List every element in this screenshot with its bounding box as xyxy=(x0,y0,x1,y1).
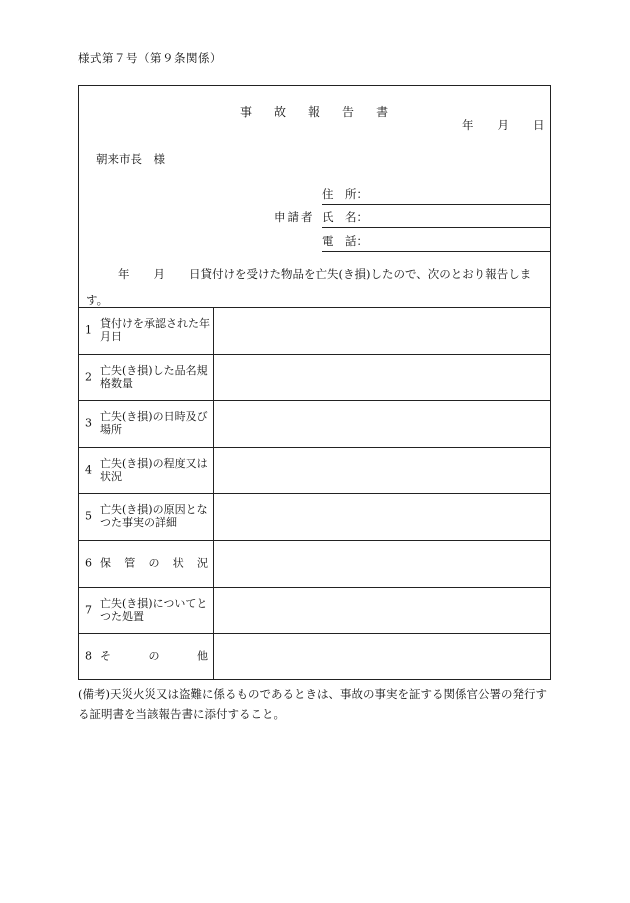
row-number: 6 xyxy=(85,556,92,570)
row-label: 保 管 の 状 況 xyxy=(100,556,208,570)
row-label: 貸付けを承認された年月日 xyxy=(100,317,210,343)
row-number: 3 xyxy=(85,416,92,430)
row-label: 亡失(き損)の原因となつた事実の詳細 xyxy=(100,503,208,529)
report-statement xyxy=(86,261,544,313)
row-label: 亡失(き損)についてとつた処置 xyxy=(100,597,208,623)
row-label: 亡失(き損)の程度又は状況 xyxy=(100,457,208,483)
document-title xyxy=(240,103,410,120)
date-month: 月 xyxy=(497,118,509,132)
row-cause-details xyxy=(78,493,213,539)
column-divider xyxy=(213,307,214,680)
name-label: 氏 名： xyxy=(322,210,368,224)
row-storage-status xyxy=(78,540,213,586)
applicant-label: 申請者 xyxy=(274,210,315,224)
row-number: 8 xyxy=(85,649,92,663)
address-label: 住 所： xyxy=(322,187,368,201)
row-datetime-place xyxy=(78,400,213,446)
form-number: 様式第７号（第９条関係） xyxy=(78,51,222,65)
title-char: 告 xyxy=(342,105,355,119)
row-number: 5 xyxy=(85,509,92,523)
row-number: 7 xyxy=(85,603,92,617)
date-line xyxy=(462,117,545,133)
row-approval-date xyxy=(78,307,213,353)
address-field[interactable] xyxy=(322,204,551,205)
addressee: 朝来市長 様 xyxy=(96,152,165,166)
title-char: 事 xyxy=(240,105,253,119)
statement-year: 年 xyxy=(118,267,130,281)
name-field[interactable] xyxy=(322,227,551,228)
row-item-details xyxy=(78,354,213,400)
row-other xyxy=(78,633,213,679)
remarks-note: (備考)天災火災又は盗難に係るものであるときは、事故の事実を証する関係官公署の発行する証明書を当該報告書に添付すること。 xyxy=(78,687,547,721)
row-label: 亡失(き損)の日時及び場所 xyxy=(100,410,208,436)
date-year: 年 xyxy=(462,118,474,132)
row-measures-taken xyxy=(78,587,213,633)
statement-body: 日貸付けを受けた物品を亡失(き損)したので、次のとおり報告します。 xyxy=(86,267,532,307)
phone-field[interactable] xyxy=(322,251,551,252)
title-char: 報 xyxy=(308,105,321,119)
row-number: 4 xyxy=(85,463,92,477)
row-number: 1 xyxy=(85,323,92,337)
statement-month: 月 xyxy=(153,267,165,281)
phone-label: 電 話： xyxy=(322,234,368,248)
row-label: 亡失(き損)した品名規格数量 xyxy=(100,364,208,390)
date-day: 日 xyxy=(533,118,545,132)
row-number: 2 xyxy=(85,370,92,384)
title-char: 故 xyxy=(274,105,287,119)
title-char: 書 xyxy=(376,105,389,119)
row-label: そ の 他 xyxy=(100,649,208,663)
row-extent-status xyxy=(78,447,213,493)
